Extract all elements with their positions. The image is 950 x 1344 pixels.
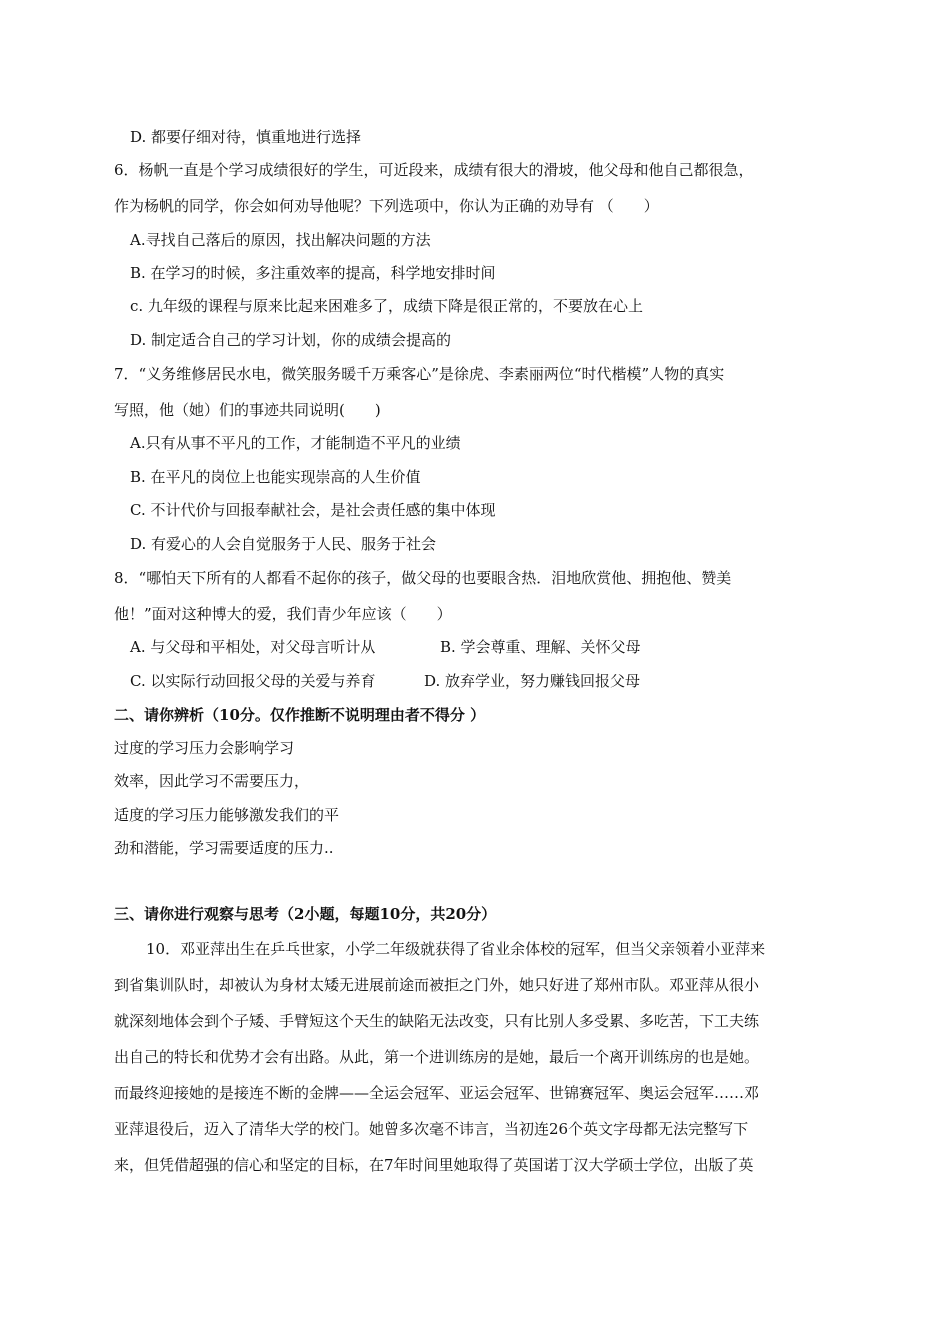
q8-option-a: A. 与父母和平相处，对父母言听计从: [130, 638, 376, 656]
section2-line: 过度的学习压力会影响学习: [114, 739, 295, 757]
q7-stem-line1: 7．“义务维修居民水电，微笑服务暖千万乘客心”是徐虎、李素丽两位“时代楷模”人物的真实: [114, 365, 725, 383]
q8-stem-line2: 他！”面对这种博大的爱，我们青少年应该（ ）: [114, 605, 452, 623]
q7-option-d: D. 有爱心的人会自觉服务于人民、服务于社会: [130, 535, 437, 553]
q7-option-a: A.只有从事不平凡的工作，才能制造不平凡的业绩: [130, 434, 461, 452]
q8-options-row1: [130, 637, 850, 657]
section3-paragraph-line: 就深刻地体会到个子矮、手臂短这个天生的缺陷无法改变，只有比别人多受累、多吃苦，下工夫练: [114, 1012, 760, 1030]
section2-line: 劲和潜能，学习需要适度的压力..: [114, 839, 334, 857]
section3-paragraph-line: 到省集训队时，却被认为身材太矮无进展前途而被拒之门外，她只好进了郑州市队。邓亚萍从很小: [114, 976, 760, 994]
q7-stem-line2: 写照，他（她）们的事迹共同说明( ): [114, 401, 381, 419]
q6-stem-line1: 6．杨帆一直是个学习成绩很好的学生，可近段来，成绩有很大的滑坡，他父母和他自己都很急，: [114, 161, 754, 179]
section2-line: 适度的学习压力能够激发我们的平: [114, 806, 340, 824]
section2-line: 效率，因此学习不需要压力，: [114, 772, 310, 790]
section3-paragraph-line: 来，但凭借超强的信心和坚定的目标，在7年时间里她取得了英国诺丁汉大学硕士学位，出版了英: [114, 1156, 754, 1174]
section3-paragraph-line: 亚萍退役后，迈入了清华大学的校门。她曾多次毫不讳言，当初连26个英文字母都无法完整写下: [114, 1120, 749, 1138]
q6-option-b: B. 在学习的时候，多注重效率的提高，科学地安排时间: [130, 264, 496, 282]
q8-option-c: C. 以实际行动回报父母的关爱与养育: [130, 672, 376, 690]
q6-option-d: D. 制定适合自己的学习计划，你的成绩会提高的: [130, 331, 452, 349]
q6-option-a: A.寻找自己落后的原因，找出解决问题的方法: [130, 231, 431, 249]
section2-heading: 二、请你辨析（10分。仅作推断不说明理由者不得分 ）: [114, 706, 486, 724]
q8-option-b: B. 学会尊重、理解、关怀父母: [440, 638, 641, 656]
q6-stem-line2: 作为杨帆的同学，你会如何劝导他呢？下列选项中，你认为正确的劝导有 （ ）: [114, 197, 659, 215]
q6-option-c: c. 九年级的课程与原来比起来困难多了，成绩下降是很正常的，不要放在心上: [130, 297, 643, 315]
q5-option-d: D. 都要仔细对待，慎重地进行选择: [130, 128, 362, 146]
q8-stem-line1: 8．“哪怕天下所有的人都看不起你的孩子，做父母的也要眼含热．泪地欣赏他、拥抱他、赞美: [114, 569, 732, 587]
section3-paragraph-line: 出自己的特长和优势才会有出路。从此，第一个进训练房的是她，最后一个离开训练房的也是她。: [114, 1048, 760, 1066]
section3-heading: 三、请你进行观察与思考（2小题，每题10分，共20分）: [114, 905, 497, 923]
q7-option-b: B. 在平凡的岗位上也能实现崇高的人生价值: [130, 468, 421, 486]
section3-paragraph-line: 而最终迎接她的是接连不断的金牌——全运会冠军、亚运会冠军、世锦赛冠军、奥运会冠军……邓: [114, 1084, 760, 1102]
q7-option-c: C. 不计代价与回报奉献社会，是社会责任感的集中体现: [130, 501, 496, 519]
q8-options-row2: [130, 671, 850, 691]
section3-paragraph-line: 10．邓亚萍出生在乒乓世家，小学二年级就获得了省业余体校的冠军，但当父亲领着小亚萍来: [146, 940, 766, 958]
q8-option-d: D. 放弃学业，努力赚钱回报父母: [424, 672, 641, 690]
